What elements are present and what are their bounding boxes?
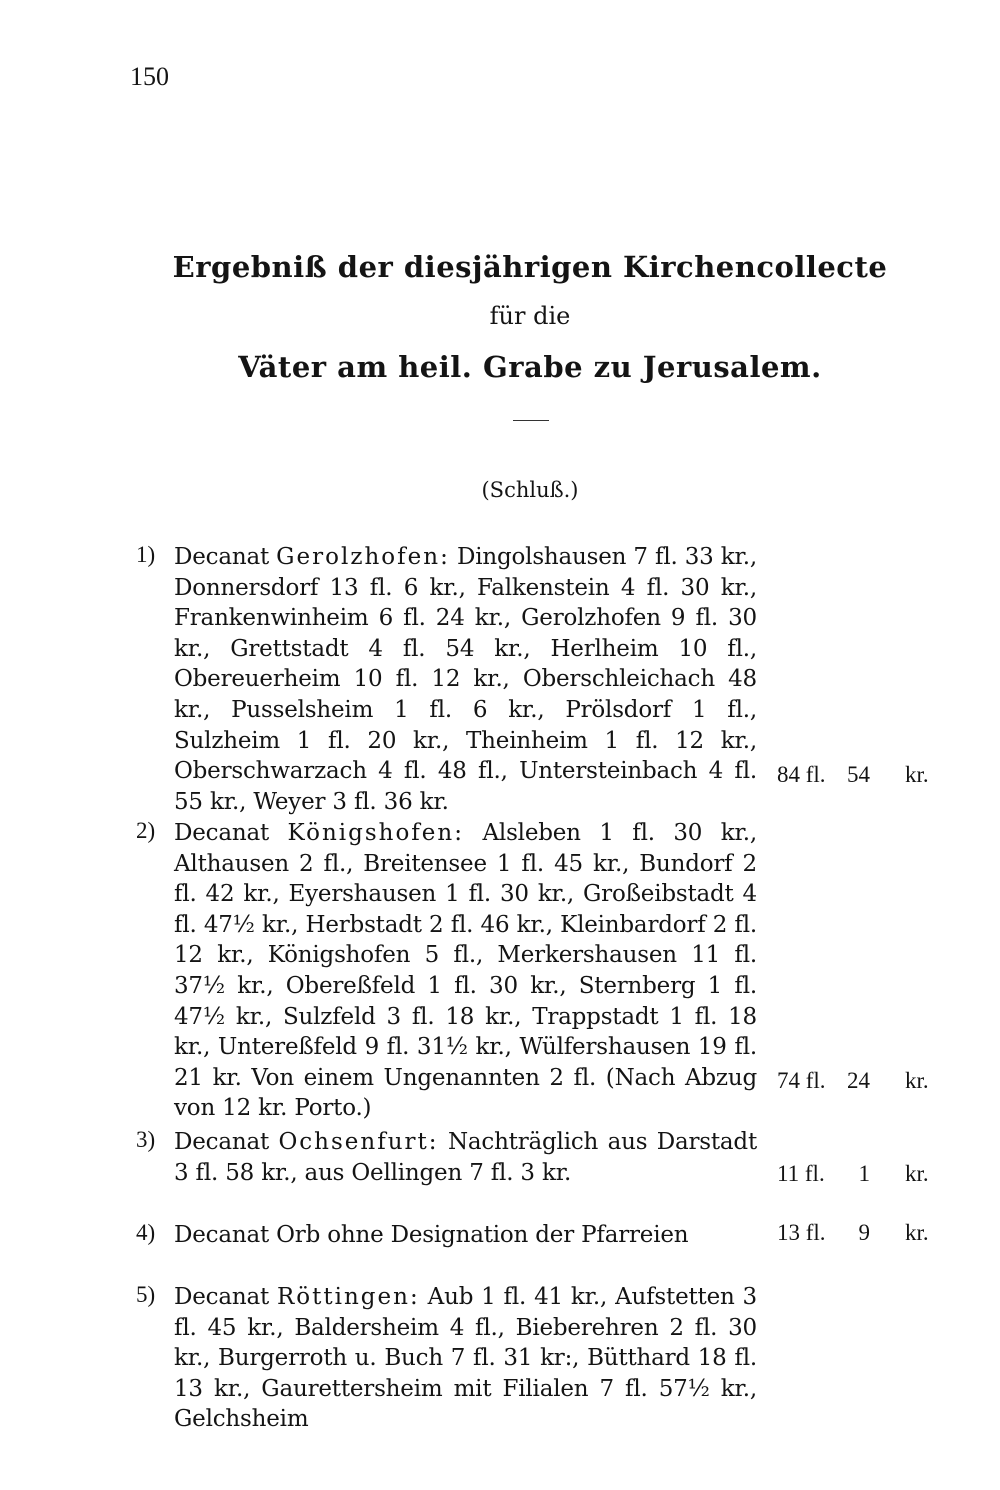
entry-prefix: Decanat <box>174 1284 270 1310</box>
total-kr-unit: kr. <box>905 1220 929 1245</box>
total-kr: 54 <box>847 762 870 787</box>
separator-rule <box>513 420 549 421</box>
total-kr: 24 <box>847 1068 870 1093</box>
entry-text <box>174 818 757 1124</box>
entry-place: Königshofen: <box>287 820 464 846</box>
entry-body: ohne Designation der Pfarreien <box>327 1222 689 1248</box>
entry-place: Ochsenfurt: <box>278 1129 439 1155</box>
entry-text <box>174 1127 757 1188</box>
entry-text <box>174 1220 757 1251</box>
entry-place: Gerolzhofen: <box>276 544 450 570</box>
entry-place: Orb <box>276 1222 321 1248</box>
total-kr: 9 <box>858 1220 870 1245</box>
total-kr-unit: kr. <box>905 762 929 787</box>
entry-body: Alsleben 1 fl. 30 kr., Althausen 2 fl., Breitensee 1 fl. 45 kr., Bundorf 2 fl. 42 kr., Eyershausen 1 fl. 30 kr., Großeibstadt 4 fl. 47½ kr., Herbstadt 2 fl. 46 kr., Kleinbardorf 2 fl. 12 kr., Königshofen 5 fl., Merkershausen 11 fl. 37½ kr., Obereßfeld 1 fl. 30 kr., Sternberg 1 fl. 47½ kr., Sulzfeld 3 fl. 18 kr., Trappstadt 1 fl. 18 kr., Untereßfeld 9 fl. 31½ kr., Wülfershausen 19 fl. 21 kr. Von einem Ungenannten 2 fl. (Nach Abzug von 12 kr. Porto.) <box>174 820 757 1122</box>
entry-number: 3) <box>136 1127 156 1152</box>
total-fl: 74 fl. <box>777 1068 826 1093</box>
page-number: 150 <box>130 62 169 91</box>
total-kr-unit: kr. <box>905 1161 929 1186</box>
entry-number: 5) <box>136 1282 156 1307</box>
heading-line-1: Ergebniß der diesjährigen Kirchencollecte <box>172 250 888 284</box>
entry-text <box>174 1282 757 1435</box>
entry-body: Aub 1 fl. 41 kr., Aufstetten 3 fl. 45 kr., Baldersheim 4 fl., Bieberehren 2 fl. 30 kr., Burgerroth u. Buch 7 fl. 31 kr:, Bütthard 18 fl. 13 kr., Gaurettersheim mit Filialen 7 fl. 57½ kr., Gelchsheim <box>174 1284 757 1433</box>
entry-body: Dingolshausen 7 fl. 33 kr., Donnersdorf 13 fl. 6 kr., Falkenstein 4 fl. 30 kr., Frankenwinheim 6 fl. 24 kr., Gerolzhofen 9 fl. 30 kr., Grettstadt 4 fl. 54 kr., Herlheim 10 fl., Obereuerheim 10 fl. 12 kr., Oberschleichach 48 kr., Pusselsheim 1 fl. 6 kr., Prölsdorf 1 fl., Sulzheim 1 fl. 20 kr., Theinheim 1 fl. 12 kr., Oberschwarzach 4 fl. 48 fl., Untersteinbach 4 fl. 55 kr., Weyer 3 fl. 36 kr. <box>174 544 757 815</box>
heading-line-2: für die <box>489 302 571 330</box>
total-fl: 11 fl. <box>777 1161 825 1186</box>
heading-line-3: Väter am heil. Grabe zu Jerusalem. <box>238 350 822 384</box>
subtitle: (Schluß.) <box>481 478 579 502</box>
entry-prefix: Decanat <box>174 1222 270 1248</box>
entry-number: 4) <box>136 1220 156 1245</box>
total-fl: 84 fl. <box>777 762 826 787</box>
total-kr: 1 <box>858 1161 870 1186</box>
entry-text <box>174 542 757 817</box>
entry-prefix: Decanat <box>174 544 270 570</box>
entry-place: Röttingen: <box>276 1284 420 1310</box>
entry-number: 1) <box>136 542 156 567</box>
entry-prefix: Decanat <box>174 820 270 846</box>
entry-prefix: Decanat <box>174 1129 270 1155</box>
entry-body: Nachträglich aus Darstadt 3 fl. 58 kr., aus Oellingen 7 fl. 3 kr. <box>174 1129 757 1186</box>
total-kr-unit: kr. <box>905 1068 929 1093</box>
total-fl: 13 fl. <box>777 1220 826 1245</box>
entry-number: 2) <box>136 818 156 843</box>
